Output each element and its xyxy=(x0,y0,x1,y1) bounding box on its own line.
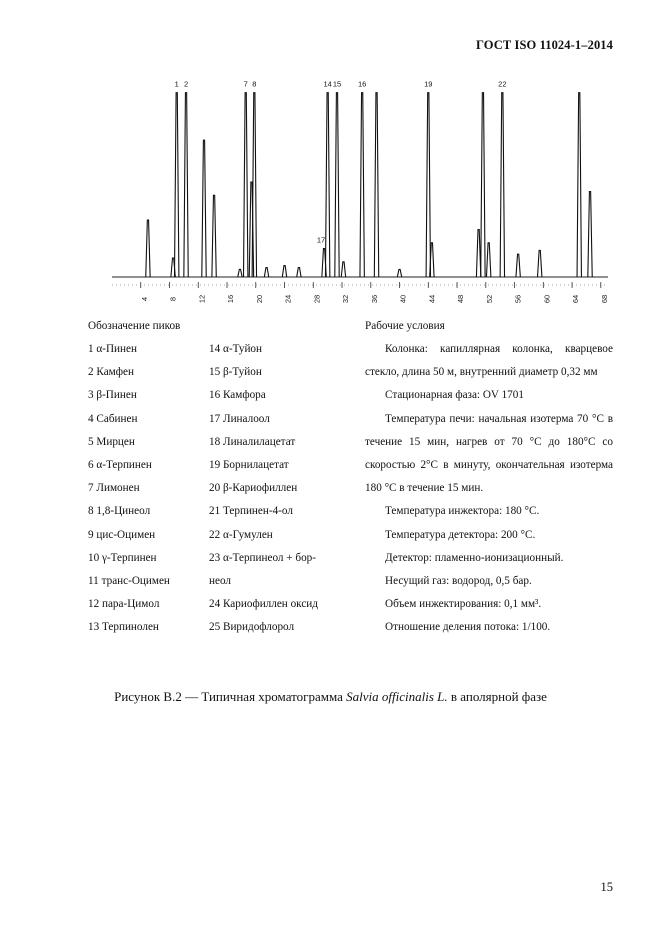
legend-item-b-12: 25 Виридофлорол xyxy=(209,621,295,634)
peak-3 xyxy=(184,93,188,277)
legend-item-b-0: 14 α-Туйон xyxy=(209,343,263,355)
standard-header: ГОСТ ISO 11024-1–2014 xyxy=(476,38,613,52)
peak-label-14: 14 xyxy=(323,79,332,89)
caption-suffix: в аполярной фазе xyxy=(447,689,547,704)
x-tick-label-13: 56 xyxy=(513,294,523,304)
legend-item-b-7: 21 Терпинен-4-ол xyxy=(209,505,293,518)
legend-item-2: 3 β-Пинен xyxy=(88,389,137,402)
peak-label-17: 17 xyxy=(316,235,326,245)
legend-item-b-1: 15 β-Туйон xyxy=(209,366,262,379)
peak-11 xyxy=(282,266,286,277)
legend-item-b-8: 22 α-Гумулен xyxy=(209,528,273,541)
peak-23 xyxy=(481,93,485,277)
legend-column-2 xyxy=(209,338,318,640)
peak-label-8: 8 xyxy=(252,79,257,89)
peak-27 xyxy=(538,250,542,277)
legend-item-b-3: 17 Линалоол xyxy=(209,412,270,425)
legend-column-1 xyxy=(88,338,170,640)
legend-item-7: 8 1,8-Цинеол xyxy=(88,505,151,518)
legend-item-4: 5 Мирцен xyxy=(88,435,135,448)
chromatogram-chart xyxy=(112,62,612,312)
peak-29 xyxy=(588,192,592,278)
legend-item-b-5: 19 Борнилацетат xyxy=(209,459,289,472)
peak-15 xyxy=(335,93,339,277)
condition-detector-temp: Температура детектора: 200 °С. xyxy=(385,528,536,541)
peak-10 xyxy=(264,268,268,278)
legend-item-b-2: 16 Камфора xyxy=(209,389,266,402)
condition-split: Отношение деления потока: 1/100. xyxy=(385,621,551,634)
condition-column: Колонка: капиллярная колонка, кварцевое стекло, длина 50 м, внутренний диаметр 0,32 мм xyxy=(365,343,613,379)
x-tick-label-10: 44 xyxy=(427,294,437,304)
peak-7 xyxy=(244,93,248,277)
legend-item-0: 1 α-Пинен xyxy=(88,343,137,355)
conditions-heading: Рабочие условия xyxy=(365,320,445,332)
conditions-list xyxy=(365,338,613,640)
peak-label-22: 22 xyxy=(498,79,507,89)
peak-25 xyxy=(500,93,504,277)
peak-4 xyxy=(202,140,206,277)
condition-phase: Стационарная фаза: OV 1701 xyxy=(385,389,524,402)
peak-17 xyxy=(360,93,364,277)
legend-item-5: 6 α-Терпинен xyxy=(88,459,152,472)
peak-label-16: 16 xyxy=(357,79,367,89)
peak-20 xyxy=(426,93,430,277)
x-tick-label-16: 68 xyxy=(599,294,609,304)
x-tick-label-9: 40 xyxy=(398,294,408,304)
peak-label-1: 1 xyxy=(174,79,179,89)
figure-caption xyxy=(0,689,661,705)
page-number: 15 xyxy=(600,880,613,894)
condition-injector: Температура инжектора: 180 °С. xyxy=(385,505,540,518)
peak-22 xyxy=(476,230,480,278)
condition-volume: Объем инжектирования: 0,1 мм³. xyxy=(385,598,542,611)
legend-item-8: 9 цис-Оцимен xyxy=(88,528,156,541)
legend-item-b-9: 23 α-Терпинеол + бор- xyxy=(209,551,317,564)
x-tick-label-7: 32 xyxy=(341,294,351,304)
x-tick-label-3: 16 xyxy=(226,294,236,304)
peak-label-15: 15 xyxy=(332,79,342,89)
peak-label-19: 19 xyxy=(424,79,433,89)
peak-28 xyxy=(577,93,581,277)
peak-12 xyxy=(297,268,301,278)
peak-14 xyxy=(325,93,329,277)
x-tick-label-11: 48 xyxy=(456,294,466,304)
legend-item-11: 12 пара-Цимол xyxy=(88,598,160,611)
x-tick-label-0: 4 xyxy=(139,296,149,302)
legend-item-1: 2 Камфен xyxy=(88,366,134,379)
legend-item-6: 7 Лимонен xyxy=(88,482,140,495)
peak-24 xyxy=(486,243,490,277)
x-tick-label-5: 24 xyxy=(283,294,293,304)
legend-item-3: 4 Сабинен xyxy=(88,412,138,425)
legend-item-b-11: 24 Кариофиллен оксид xyxy=(209,598,318,611)
peak-0 xyxy=(146,220,150,277)
condition-carrier: Несущий газ: водород, 0,5 бар. xyxy=(385,575,532,588)
x-tick-label-2: 12 xyxy=(197,294,207,304)
condition-detector: Детектор: пламенно-ионизационный. xyxy=(385,551,564,564)
legend-heading: Обозначение пиков xyxy=(88,320,181,332)
legend-item-12: 13 Терпинолен xyxy=(88,621,159,634)
x-tick-label-12: 52 xyxy=(484,294,494,304)
legend-item-b-10: неол xyxy=(209,575,231,588)
peak-19 xyxy=(397,269,401,277)
peak-label-7: 7 xyxy=(243,79,248,89)
x-tick-label-1: 8 xyxy=(168,296,178,302)
peak-label-2: 2 xyxy=(183,79,189,89)
legend-item-9: 10 γ-Терпинен xyxy=(88,551,157,564)
x-tick-label-6: 28 xyxy=(312,294,322,304)
x-tick-label-4: 20 xyxy=(254,294,264,304)
legend-item-b-6: 20 β-Кариофиллен xyxy=(209,482,298,495)
caption-prefix: Рисунок В.2 — Типичная хроматограмма xyxy=(114,689,347,704)
condition-oven: Температура печи: начальная изотерма 70 °С в течение 15 мин, нагрев от 70 °С до 180°С со скоростью 2°С в минуту, окончательная изотерма 180 °С в течение 15 мин. xyxy=(365,412,613,495)
peak-6 xyxy=(238,269,242,277)
x-tick-label-15: 64 xyxy=(571,294,581,304)
caption-species: Salvia officinalis L. xyxy=(346,689,448,704)
x-tick-label-8: 36 xyxy=(369,294,379,304)
legend-item-10: 11 транс-Оцимен xyxy=(88,575,170,588)
peak-2 xyxy=(174,93,178,277)
legend-item-b-4: 18 Линалилацетат xyxy=(209,435,296,448)
peak-9 xyxy=(252,93,256,277)
peak-16 xyxy=(341,262,345,277)
x-tick-label-14: 60 xyxy=(542,294,552,304)
peak-18 xyxy=(374,93,378,277)
peak-5 xyxy=(212,195,216,277)
peak-26 xyxy=(516,254,520,277)
